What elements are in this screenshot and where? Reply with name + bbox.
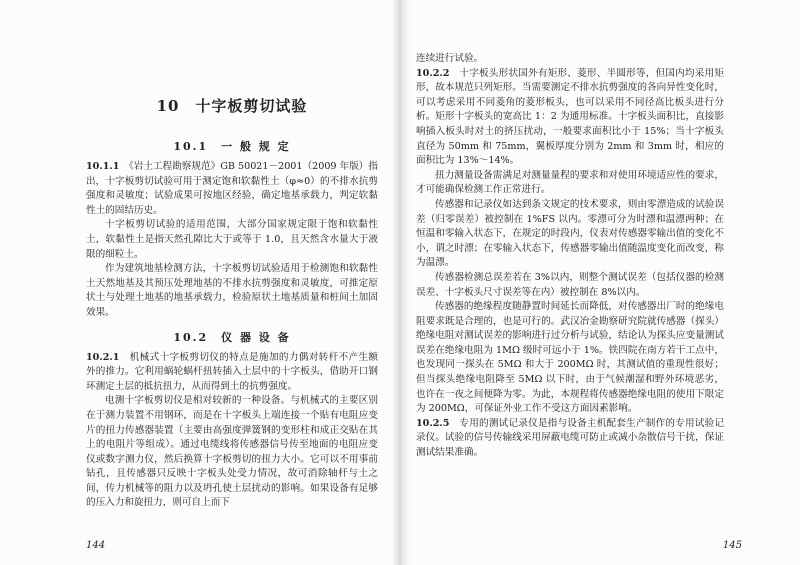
clause-number: 10.2.5	[416, 417, 450, 429]
paragraph: 连续进行试验。	[416, 53, 484, 64]
clause-10-2-5	[416, 417, 724, 461]
clause-text: 《岩土工程勘察规范》GB 50021－2001（2009 年版）指出，十字板剪切试验可用于测定饱和软黏性土（φ≈0）的不排水抗剪强度和灵敏度；试验成果可按地区经验，确定地基承载力，判定软黏性土的固结历史。	[86, 161, 378, 216]
clause-number: 10.2.2	[416, 67, 450, 79]
section-title-10-1: 10.1 一 般 规 定	[173, 140, 291, 153]
section-title-10-2: 10.2 仪 器 设 备	[173, 330, 291, 344]
paragraph: 传感器检测总误差若在 3%以内，则整个测试误差（包括仪器的检测误差、十字板头尺寸误差等在内）被控制在 8%以内。	[416, 271, 724, 298]
paragraph: 电测十字板剪切仪是相对较新的一种设备。与机械式的主要区别在于测力装置不用钢环，而是在十字板头上端连接一个贴有电阻应变片的扭力传感器装置（主要由高强度弹簧钢的变形柱和成正交贴在其上的电阻片等组成）。通过电缆线将传感器信号传至地面的电阻应变仪或数字测力仪，然后换算十字板剪切的扭力大小。它可以不用事前钻孔，且传感器只反映十字板头处受力情况，故可消除轴杆与土之间，传力机械等的阻力以及坍孔使土层扰动的影响。如果设备有足够的压入力和旋扭力，则可自上而下	[86, 395, 378, 509]
paragraph: 扭力测量设备需满足对测量量程的要求和对使用环境适应性的要求，才可能确保检测工作正常进行。	[416, 169, 724, 196]
paragraph: 传感器的绝缘程度随静置时间延长而降低，对传感器出厂时的绝缘电阻要求既是合理的，也是可行的。武汉冶金勘察研究院就传感器（探头）绝缘电阻对测试误差的影响进行过分析与试验，结论认为探头应变量测试误差在绝缘电阻为 1MΩ 级时可远小于 1%。铁四院在南方若干工点中，也发现同一探头在 5MΩ 和大于 200MΩ 时，其测试值的重现性很好；但当探头绝缘电阻降至 5MΩ 以下时，由于气候潮湿和野外环境恶劣，也许在一夜之间便降为零。为此，本规程将传感器绝缘电阻的使用下限定为 200MΩ，可保证外业工作不受这方面因素影响。	[416, 301, 724, 415]
paragraph: 十字板剪切试验的适用范围，大部分国家规定限于饱和软黏性土，软黏性土是指天然孔隙比大于或等于 1.0，且天然含水量大于液限的细粒土。	[86, 219, 378, 260]
book-gutter	[392, 0, 410, 565]
clause-number: 10.2.1	[86, 351, 120, 363]
clause-text: 专用的测试记录仪是指与设备主机配套生产制作的专用试验记录仪。试验的信号传输线采用屏蔽电缆可防止或减小杂散信号干扰，保证测试结果准确。	[416, 417, 725, 459]
clause-10-2-1	[86, 351, 378, 395]
page-right	[400, 0, 800, 565]
clause-10-2-2	[416, 67, 724, 169]
clause-text: 十字板头形状国外有矩形、菱形、半圆形等，但国内均采用矩形，故本规范只列矩形。当需要测定不排水抗剪强度的各向异性变化时，可以考虑采用不同菱角的菱形板头，也可以采用不同径高比板头进行分析。矩形十字板头的宽高比 1：2 为通用标准。十字板头面积比，直接影响插入板头时对土的挤压扰动，一般要求面积比小于 15%；当十字板头直径为 50mm 和 75mm，翼板厚度分别为 2mm 和 3mm 时，相应的面积比为 13%～14%。	[416, 67, 725, 167]
paragraph: 传感器和记录仪如达到条文规定的技术要求，则由零漂造成的试验误差（归零误差）被控制在 1%FS 以内。零漂可分为时漂和温漂两种；在恒温和零输入状态下，在规定的时段内，仪表对传感器零输出值的变化不小，谓之时漂；在零输入状态下，传感器零输出值随温度变化而改变，称为温漂。	[416, 198, 724, 269]
page-number: 144	[86, 540, 106, 551]
clause-number: 10.1.1	[86, 161, 120, 172]
clause-text: 机械式十字板剪切仪的特点是施加的力偶对转杆不产生额外的推力。它利用蜗轮蜗杆扭转插入土层中的十字板头，借助开口钢环测定土层的抵抗扭力，从而得到土的抗剪强度。	[86, 351, 379, 392]
clause-10-1-1	[86, 160, 378, 218]
paragraph: 作为建筑地基检测方法，十字板剪切试验适用于检测饱和软黏性土天然地基及其预压处理地基的不排水抗剪强度和灵敏度，可推定原状土与处理土地基的地基承载力，检验原状土地基质量和桩间土加固效果。	[86, 263, 378, 318]
chapter-title: 10 十字板剪切试验	[156, 97, 308, 115]
page-number: 145	[722, 540, 742, 551]
